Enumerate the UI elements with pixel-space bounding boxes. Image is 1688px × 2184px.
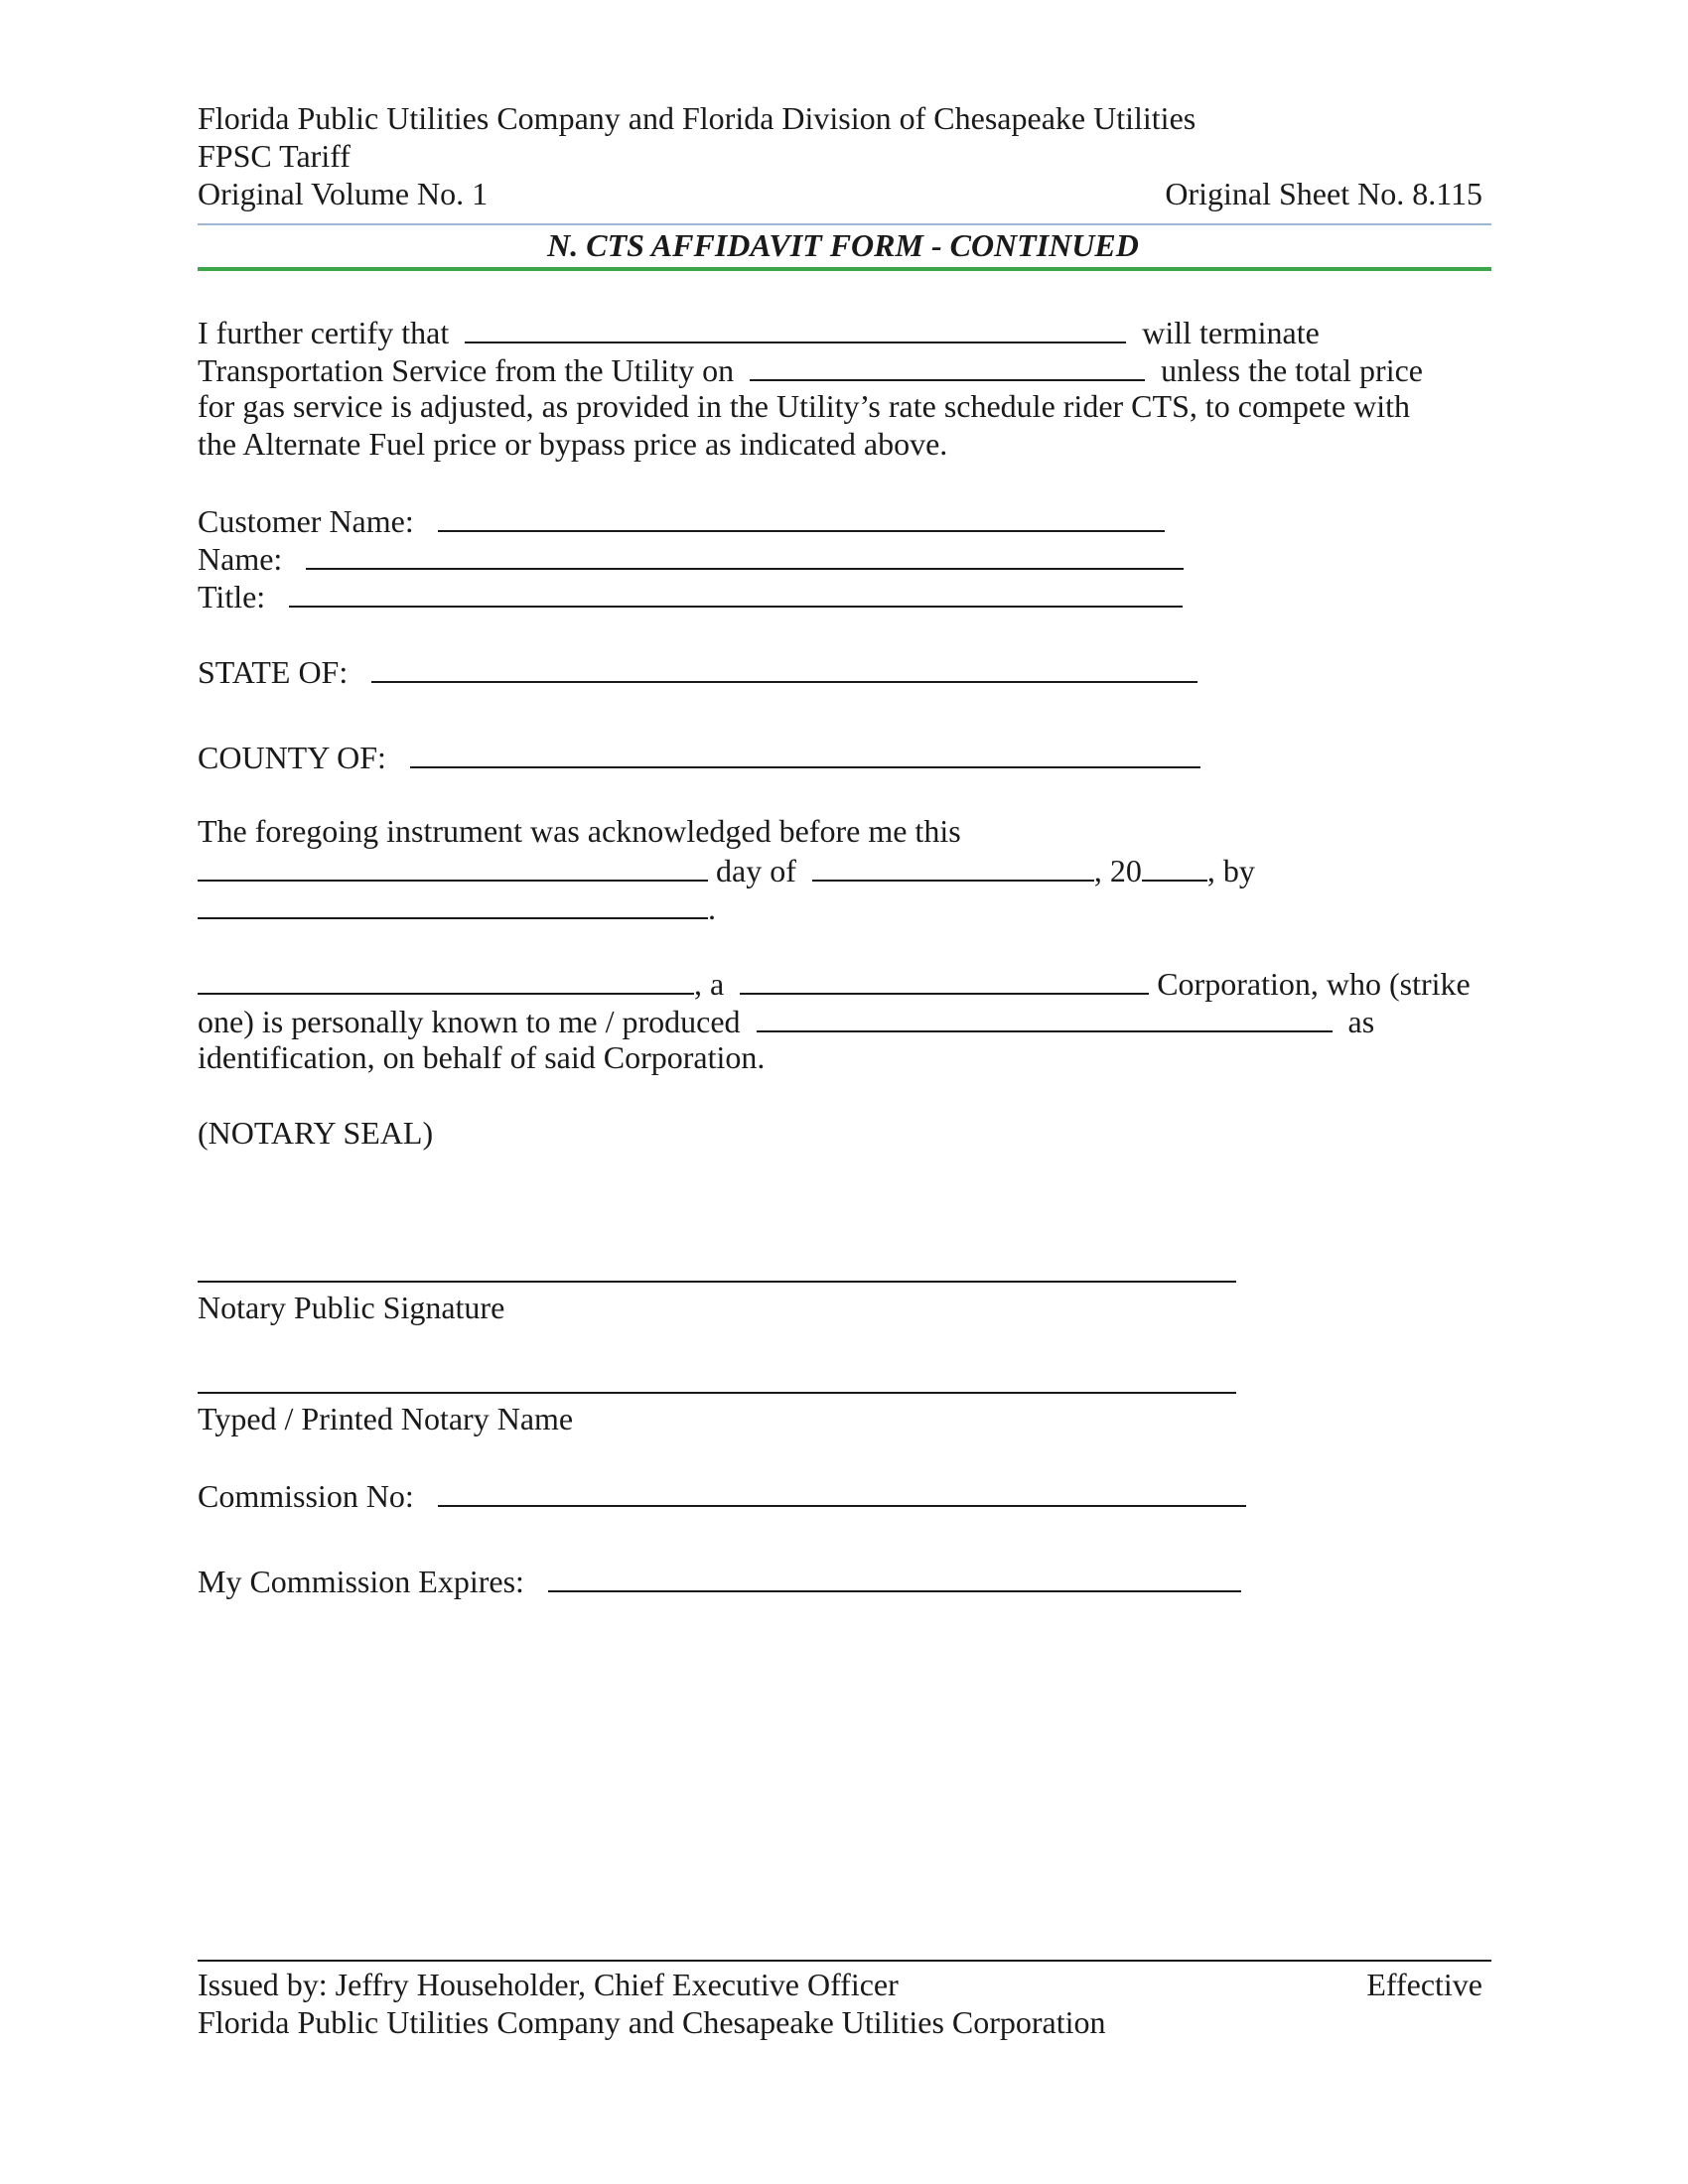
page-header [198,99,1488,212]
printed-name-line[interactable] [198,1392,1236,1394]
certify-text: Transportation Service from the Utility on [198,352,735,388]
spacer [198,774,1488,812]
affidavit-body [198,312,1488,1598]
spacer [198,463,1488,500]
known-text: one) is personally known to me / produced [198,1004,741,1039]
footer-company: Florida Public Utilities Company and Chesapeake Utilities Corporation [198,2004,1106,2040]
title-divider [198,267,1491,271]
spacer [198,1513,1488,1561]
notary-signature-label: Notary Public Signature [198,1290,505,1325]
ack-officer-blank[interactable] [198,963,694,995]
certify-text: I further certify that [198,315,450,350]
effective-label: Effective [1366,1967,1482,2002]
header-tariff: FPSC Tariff [198,138,351,174]
notary-signature-line[interactable] [198,1281,1236,1283]
name-blank[interactable] [306,538,1184,570]
county-row [198,737,1488,774]
notary-seal: (NOTARY SEAL) [198,1115,434,1151]
customer-name-blank[interactable] [438,500,1165,532]
spacer [198,614,1488,651]
tariff-page [198,0,1488,2184]
termination-date-blank[interactable] [750,349,1145,381]
ack-year-blank[interactable] [1142,850,1207,882]
spacer [198,1326,1488,1392]
ack-line-2 [198,850,1488,887]
section-title: N. CTS AFFIDAVIT FORM - CONTINUED [547,227,1139,263]
corporation-text: Corporation, who (strike [1157,966,1471,1002]
title-label: Title: [198,579,266,614]
header-sheet: Original Sheet No. 8.115 [1165,176,1482,211]
ack-line-6: identification, on behalf of said Corporation. [198,1039,766,1075]
period-text: . [708,890,716,926]
ack-day-blank[interactable] [198,850,708,882]
seal-space [198,1152,1488,1281]
ack-month-blank[interactable] [812,850,1094,882]
ack-line-1: The foregoing instrument was acknowledged before me this [198,813,961,849]
commission-expires-label: My Commission Expires: [198,1564,524,1599]
certify-line-1 [198,312,1488,349]
footer-company-row [198,2003,1488,2041]
county-label: COUNTY OF: [198,740,386,775]
state-blank[interactable] [371,651,1197,683]
page-footer [198,1960,1488,2041]
county-blank[interactable] [410,737,1200,768]
certify-text: will terminate [1142,315,1320,350]
commission-no-label: Commission No: [198,1478,414,1514]
terminating-party-blank[interactable] [465,312,1126,343]
as-text: as [1347,1004,1375,1039]
by-text: , by [1206,853,1255,888]
footer-divider [198,1960,1491,1962]
issued-by: Issued by: Jeffry Householder, Chief Executive Officer [198,1967,899,2002]
spacer [198,1076,1488,1114]
certify-line-2 [198,349,1488,387]
ack-person-blank[interactable] [198,887,708,919]
spacer [198,925,1488,963]
day-of-text: day of [716,853,796,888]
title-row [198,576,1488,614]
commission-expires-row [198,1561,1488,1598]
commission-expires-blank[interactable] [548,1561,1241,1592]
name-row [198,538,1488,576]
printed-name-label: Typed / Printed Notary Name [198,1401,574,1436]
certify-line-3: for gas service is adjusted, as provided in the Utility’s rate schedule rider CTS, to compete with [198,388,1411,424]
commission-no-row [198,1475,1488,1513]
year-prefix-text: , 20 [1093,853,1142,888]
header-volume: Original Volume No. 1 [198,176,489,211]
name-label: Name: [198,541,283,577]
ack-line-4 [198,963,1488,1001]
customer-name-row [198,500,1488,538]
spacer [198,1437,1488,1475]
spacer [198,689,1488,737]
state-label: STATE OF: [198,654,349,690]
state-row [198,651,1488,689]
ack-state-corp-blank[interactable] [740,963,1149,995]
certify-text: unless the total price [1161,352,1423,388]
header-divider [198,223,1491,225]
header-company: Florida Public Utilities Company and Florida Division of Chesapeake Utilities [198,100,1196,136]
certify-line-4: the Alternate Fuel price or bypass price as indicated above. [198,426,948,462]
ack-line-5 [198,1001,1488,1038]
identification-blank[interactable] [757,1001,1333,1032]
ack-line-3 [198,887,1488,925]
commission-no-blank[interactable] [438,1475,1246,1507]
comma-a-text: , a [694,966,725,1002]
customer-name-label: Customer Name: [198,503,414,539]
title-blank[interactable] [289,576,1183,608]
header-volume-row [198,175,1488,212]
footer-issued-row [198,1966,1488,2003]
